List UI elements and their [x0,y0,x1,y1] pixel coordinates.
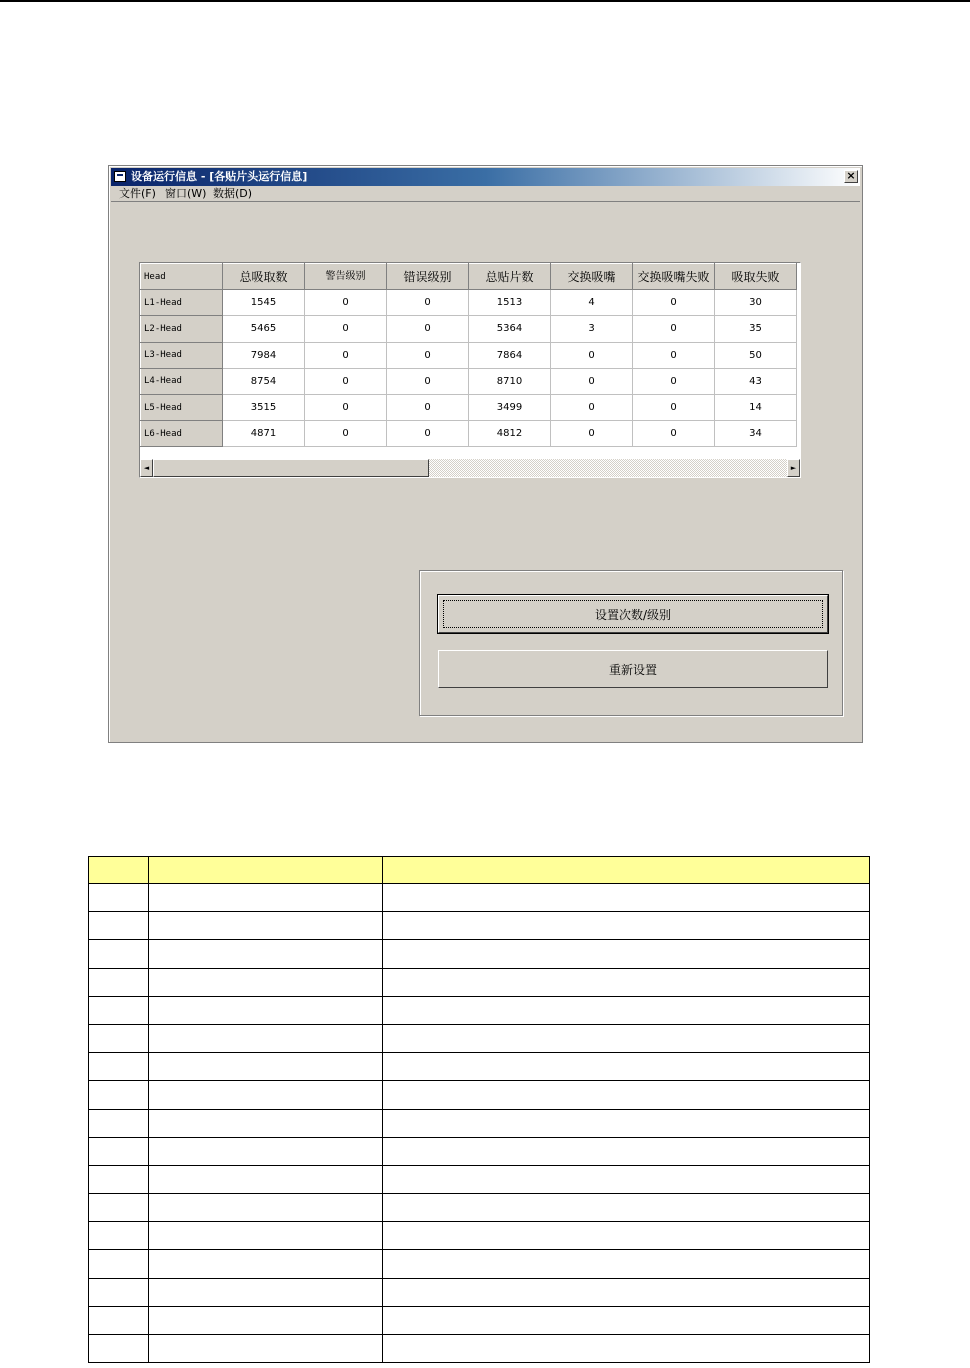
doc-table-cell [149,1053,383,1081]
horizontal-scrollbar[interactable] [140,459,800,477]
grid-column-header[interactable]: 交换吸嘴 [551,264,633,290]
menu-bar [111,186,860,202]
doc-table-cell [383,1222,870,1250]
doc-table-cell [149,1306,383,1334]
reset-button[interactable] [438,650,828,688]
doc-table-cell [383,1250,870,1278]
doc-table-row [89,1278,870,1306]
doc-table-row [89,968,870,996]
grid-column-header[interactable]: 警告级别 [305,264,387,290]
doc-table-cell [149,1109,383,1137]
window-title: 设备运行信息 - [各贴片头运行信息] [131,170,308,183]
doc-table-cell [149,1222,383,1250]
close-button[interactable]: × [844,170,858,183]
grid-cell[interactable]: 0 [387,316,469,342]
doc-table-row [89,1222,870,1250]
grid-cell[interactable]: 4871 [223,421,305,447]
doc-table-cell [383,1109,870,1137]
doc-table-cell [383,1053,870,1081]
settings-group [419,570,843,716]
grid-cell[interactable]: 0 [305,342,387,368]
doc-table-cell [149,1081,383,1109]
grid-cell[interactable]: 3 [551,316,633,342]
page-top-rule [0,0,970,2]
doc-table-cell [383,1335,870,1363]
grid-corner-header[interactable]: Head [141,264,223,290]
doc-table-cell [383,1306,870,1334]
grid-column-header[interactable]: 错误级别 [387,264,469,290]
grid-column-header[interactable]: 总贴片数 [469,264,551,290]
doc-table-cell [89,1222,149,1250]
doc-table-cell [89,1109,149,1137]
doc-table-cell [149,1194,383,1222]
grid-row-header[interactable]: L5-Head [141,394,223,420]
grid-cell[interactable]: 0 [305,421,387,447]
grid-cell[interactable]: 3515 [223,394,305,420]
doc-table-row [89,940,870,968]
grid-cell[interactable]: 0 [387,290,469,316]
grid-cell[interactable]: 8754 [223,368,305,394]
doc-table-cell [149,940,383,968]
title-bar[interactable] [111,168,860,186]
grid-cell[interactable]: 1545 [223,290,305,316]
grid-row[interactable] [141,368,797,394]
doc-table-cell [149,912,383,940]
doc-table-row [89,1109,870,1137]
grid-cell[interactable]: 4812 [469,421,551,447]
doc-table-row [89,1081,870,1109]
doc-table-cell [383,1278,870,1306]
doc-table-cell [383,912,870,940]
grid-cell[interactable]: 50 [715,342,797,368]
grid-cell[interactable]: 30 [715,290,797,316]
grid-cell[interactable]: 0 [633,421,715,447]
doc-table-row [89,1165,870,1193]
grid-cell[interactable]: 0 [387,368,469,394]
grid-cell[interactable]: 0 [633,342,715,368]
head-info-grid[interactable] [139,262,801,478]
grid-row-header[interactable]: L4-Head [141,368,223,394]
grid-row[interactable] [141,394,797,420]
grid-cell[interactable]: 0 [387,342,469,368]
doc-table-cell [89,968,149,996]
doc-table-cell [383,1024,870,1052]
doc-table-row [89,1137,870,1165]
scroll-thumb[interactable] [153,459,429,477]
doc-table-row [89,1024,870,1052]
grid-cell[interactable]: 0 [633,394,715,420]
doc-table-cell [89,1278,149,1306]
doc-table-cell [383,968,870,996]
doc-table-cell [89,1081,149,1109]
grid-row[interactable] [141,421,797,447]
scroll-left-icon[interactable]: ◄ [140,459,153,477]
grid-cell[interactable]: 7984 [223,342,305,368]
device-info-window [108,165,863,743]
doc-table-header-cell [383,857,870,884]
doc-table-cell [89,1165,149,1193]
grid-header-row [141,264,797,290]
doc-table-cell [89,996,149,1024]
set-count-level-button[interactable] [438,595,828,633]
doc-table-row [89,1194,870,1222]
doc-table-cell [89,940,149,968]
menu-data[interactable]: 数据(D) [213,187,253,200]
doc-table-header-row [89,857,870,884]
app-icon [114,171,126,182]
doc-table-cell [89,1306,149,1334]
doc-table-cell [149,1024,383,1052]
menu-window[interactable]: 窗口(W) [165,187,207,200]
doc-table-cell [383,1165,870,1193]
grid-cell[interactable]: 34 [715,421,797,447]
grid-column-header[interactable]: 吸取失败 [715,264,797,290]
grid-row[interactable] [141,290,797,316]
grid-cell[interactable]: 5465 [223,316,305,342]
doc-table-cell [149,968,383,996]
doc-table-cell [89,884,149,912]
grid-cell[interactable]: 8710 [469,368,551,394]
grid-cell[interactable]: 35 [715,316,797,342]
grid-row[interactable] [141,316,797,342]
doc-table-cell [149,1137,383,1165]
doc-table-cell [89,1194,149,1222]
grid-cell[interactable]: 43 [715,368,797,394]
doc-table-cell [149,1165,383,1193]
doc-table [88,856,870,1363]
grid-cell[interactable]: 0 [633,368,715,394]
grid-cell[interactable]: 7864 [469,342,551,368]
doc-table-cell [149,996,383,1024]
grid-cell[interactable]: 0 [387,394,469,420]
doc-table-cell [89,1053,149,1081]
doc-table-cell [149,884,383,912]
menu-file[interactable]: 文件(F) [119,187,156,200]
doc-table-header-cell [89,857,149,884]
grid-cell[interactable]: 0 [633,316,715,342]
doc-table-cell [89,1335,149,1363]
doc-table-cell [89,1024,149,1052]
grid-cell[interactable]: 14 [715,394,797,420]
doc-table-row [89,1250,870,1278]
doc-table-cell [383,1081,870,1109]
doc-table-cell [89,1250,149,1278]
doc-table-row [89,884,870,912]
grid-column-header[interactable]: 总吸取数 [223,264,305,290]
doc-table-row [89,996,870,1024]
reset-label: 重新设置 [608,662,657,677]
doc-table-cell [383,940,870,968]
doc-table-cell [149,1278,383,1306]
scroll-right-icon[interactable]: ► [787,459,800,477]
grid-cell[interactable]: 3499 [469,394,551,420]
grid-row[interactable] [141,342,797,368]
doc-table-cell [149,1335,383,1363]
grid-cell[interactable]: 4 [551,290,633,316]
doc-table-cell [383,884,870,912]
grid-cell[interactable]: 0 [305,290,387,316]
doc-table-cell [383,1137,870,1165]
doc-table-row [89,1053,870,1081]
grid-cell[interactable]: 0 [305,316,387,342]
doc-table-row [89,1335,870,1363]
grid-cell[interactable]: 0 [551,342,633,368]
doc-table-cell [149,1250,383,1278]
grid-cell[interactable]: 0 [305,394,387,420]
grid-row-header[interactable]: L3-Head [141,342,223,368]
doc-table-cell [383,1194,870,1222]
grid-row-header[interactable]: L6-Head [141,421,223,447]
grid-cell[interactable]: 5364 [469,316,551,342]
grid-cell[interactable]: 0 [551,368,633,394]
set-count-level-label: 设置次数/级别 [443,600,823,628]
grid-cell[interactable]: 0 [387,421,469,447]
grid-column-header[interactable]: 交换吸嘴失败 [633,264,715,290]
doc-table-header-cell [149,857,383,884]
grid-cell[interactable]: 0 [305,368,387,394]
grid-cell[interactable]: 1513 [469,290,551,316]
doc-table-row [89,912,870,940]
doc-table-row [89,1306,870,1334]
grid-table [140,263,797,447]
doc-table-cell [89,1137,149,1165]
doc-table-cell [89,912,149,940]
grid-cell[interactable]: 0 [551,421,633,447]
grid-cell[interactable]: 0 [551,394,633,420]
grid-cell[interactable]: 0 [633,290,715,316]
doc-table-cell [383,996,870,1024]
grid-row-header[interactable]: L2-Head [141,316,223,342]
grid-row-header[interactable]: L1-Head [141,290,223,316]
